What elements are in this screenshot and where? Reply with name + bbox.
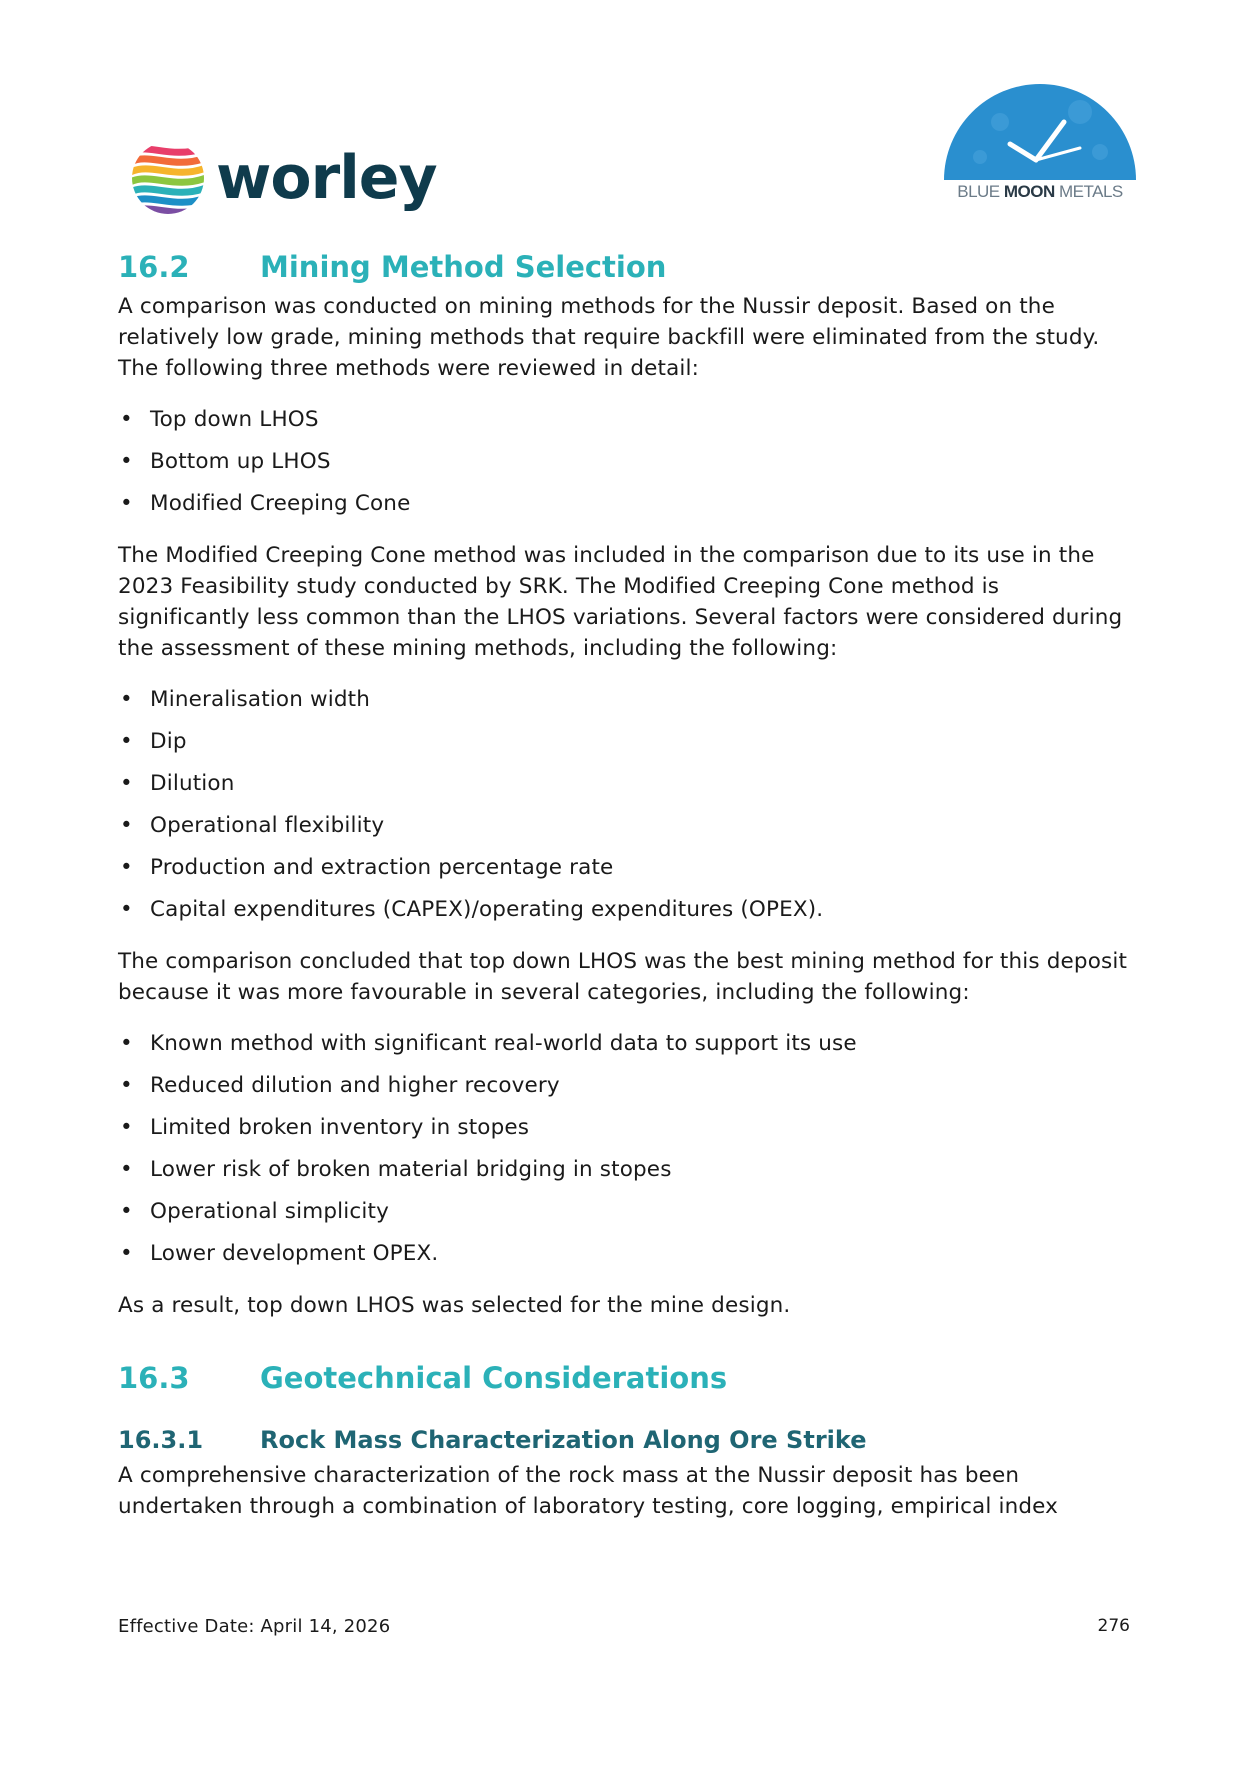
footer-effective-date: Effective Date: April 14, 2026	[118, 1616, 391, 1637]
bullet-icon: •	[120, 812, 133, 838]
list-item-text: Capital expenditures (CAPEX)/operating expenditures (OPEX).	[150, 896, 824, 922]
intro-paragraph: A comparison was conducted on mining methods for the Nussir deposit. Based on the relatively low grade, mining methods that require backfill were eliminated from the study. The following three methods were reviewed in detail:	[118, 293, 1100, 381]
list-item-text: Known method with significant real-world data to support its use	[150, 1030, 857, 1056]
list-item	[118, 852, 1128, 894]
moon-dome-icon	[940, 82, 1140, 182]
bmm-text-moon: MOON	[1003, 182, 1055, 201]
factors-intro-paragraph: The Modified Creeping Cone method was included in the comparison due to its use in the 2023 Feasibility study conducted by SRK. The Modified Creeping Cone method is significantly less common than the LHOS variations. Several factors were considered during the assessment of these mining methods, including the following:	[118, 542, 1123, 661]
list-item-text: Modified Creeping Cone	[150, 490, 411, 516]
list-item-text: Top down LHOS	[150, 406, 319, 432]
list-item-text: Reduced dilution and higher recovery	[150, 1072, 560, 1098]
page-content	[118, 250, 1128, 1522]
list-item	[118, 446, 1128, 488]
list-item	[118, 488, 1128, 530]
section-number: 16.2	[118, 250, 190, 284]
conclusion-intro-paragraph: The comparison concluded that top down LHOS was the best mining method for this deposit because it was more favourable in several categories, including the following:	[118, 948, 1128, 1005]
subsection-title: Rock Mass Characterization Along Ore Strike	[260, 1425, 867, 1454]
bullet-icon: •	[120, 448, 133, 474]
list-item	[118, 726, 1128, 768]
list-item	[118, 1196, 1128, 1238]
worley-logo	[128, 138, 437, 218]
list-item	[118, 1070, 1128, 1112]
section-16-3-1-heading	[118, 1426, 1128, 1455]
list-item-text: Dip	[150, 728, 187, 754]
list-item-text: Operational simplicity	[150, 1198, 389, 1224]
bullet-icon: •	[120, 1030, 133, 1056]
list-item-text: Production and extraction percentage rate	[150, 854, 614, 880]
bullet-icon: •	[120, 1240, 133, 1266]
page-header	[0, 0, 1250, 230]
bmm-text-metals: METALS	[1054, 182, 1123, 201]
section-number: 16.3	[118, 1360, 190, 1395]
section-16-2-heading	[118, 250, 1128, 285]
list-item	[118, 768, 1128, 810]
list-item	[118, 810, 1128, 852]
worley-swirl-icon	[128, 138, 208, 218]
worley-wordmark: worley	[216, 143, 437, 213]
list-item-text: Mineralisation width	[150, 686, 370, 712]
list-item	[118, 1112, 1128, 1154]
bullet-icon: •	[120, 854, 133, 880]
list-item	[118, 1028, 1128, 1070]
bullet-icon: •	[120, 490, 133, 516]
factors-list	[118, 684, 1128, 936]
footer-page-number: 276	[1097, 1616, 1130, 1636]
section-title: Geotechnical Considerations	[260, 1360, 728, 1395]
blue-moon-metals-logo	[940, 82, 1140, 207]
list-item-text: Dilution	[150, 770, 235, 796]
bullet-icon: •	[120, 896, 133, 922]
subsection-number: 16.3.1	[118, 1425, 204, 1454]
bullet-icon: •	[120, 770, 133, 796]
list-item-text: Bottom up LHOS	[150, 448, 331, 474]
bullet-icon: •	[120, 728, 133, 754]
list-item	[118, 1154, 1128, 1196]
list-item	[118, 894, 1128, 936]
conclusion-paragraph: As a result, top down LHOS was selected for the mine design.	[118, 1292, 791, 1318]
list-item-text: Lower risk of broken material bridging in stopes	[150, 1156, 672, 1182]
list-item-text: Limited broken inventory in stopes	[150, 1114, 530, 1140]
list-item-text: Operational flexibility	[150, 812, 385, 838]
bmm-logo-text	[938, 182, 1142, 202]
advantages-list	[118, 1028, 1128, 1280]
bullet-icon: •	[120, 1114, 133, 1140]
section-title: Mining Method Selection	[260, 250, 667, 284]
bullet-icon: •	[120, 406, 133, 432]
list-item	[118, 1238, 1128, 1280]
bullet-icon: •	[120, 1198, 133, 1224]
list-item-text: Lower development OPEX.	[150, 1240, 439, 1266]
list-item	[118, 404, 1128, 446]
rock-mass-paragraph: A comprehensive characterization of the rock mass at the Nussir deposit has been undertaken through a combination of laboratory testing, core logging, empirical index	[118, 1463, 1059, 1520]
bullet-icon: •	[120, 686, 133, 712]
list-item	[118, 684, 1128, 726]
bmm-text-blue: BLUE	[957, 182, 1004, 201]
section-16-3-heading	[118, 1361, 1128, 1396]
bullet-icon: •	[120, 1156, 133, 1182]
methods-list	[118, 404, 1128, 530]
bullet-icon: •	[120, 1072, 133, 1098]
